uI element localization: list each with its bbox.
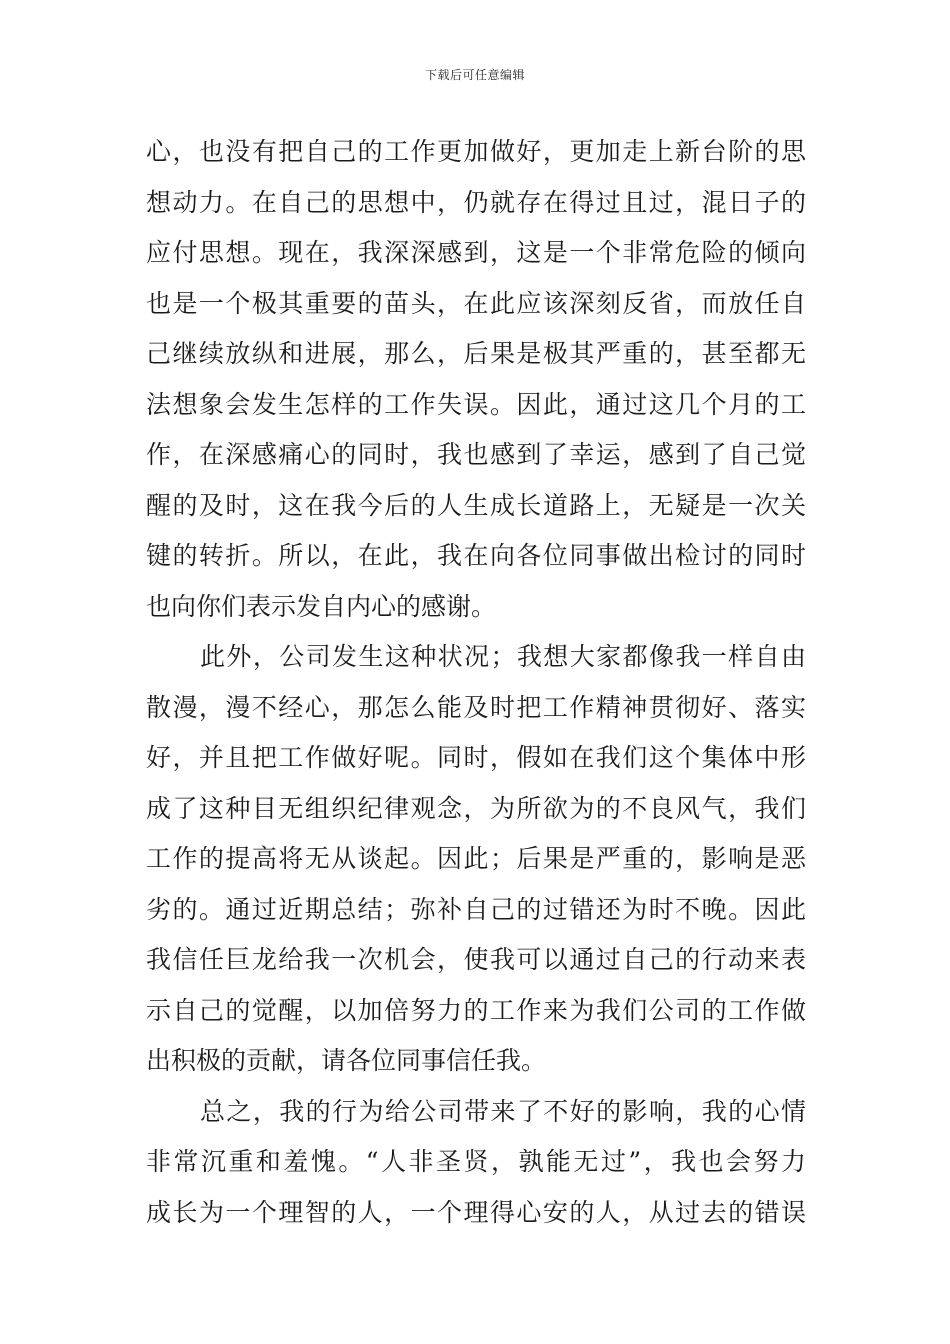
text-line: 成长为一个理智的人，一个理得心安的人，从过去的错误 [146,1197,806,1227]
text-line: 示自己的觉醒，以加倍努力的工作来为我们公司的工作做 [146,995,806,1025]
text-line: 法想象会发生怎样的工作失误。因此，通过这几个月的工 [146,389,806,419]
text-line: 出积极的贡献，请各位同事信任我。 [146,1046,547,1075]
text-line: 成了这种目无组织纪律观念，为所欲为的不良风气，我们 [146,793,806,823]
text-line: 键的转折。所以，在此，我在向各位同事做出检讨的同时 [146,541,806,570]
paragraph-3 [146,1087,806,1239]
text-line: 此外，公司发生这种状况；我想大家都像我一样自由 [200,642,806,671]
text-line: 醒的及时，这在我今后的人生成长道路上，无疑是一次关 [146,490,806,520]
text-line: 总之，我的行为给公司带来了不好的影响，我的心情 [200,1096,806,1126]
text-line: 心，也没有把自己的工作更加做好，更加走上新台阶的思 [146,137,806,166]
text-line: 应付思想。现在，我深深感到，这是一个非常危险的倾向 [146,238,806,267]
text-line: 己继续放纵和进展，那么，后果是极其严重的，甚至都无 [146,339,806,368]
text-line: 好，并且把工作做好呢。同时，假如在我们这个集体中形 [146,743,806,772]
text-line: 工作的提高将无从谈起。因此；后果是严重的，影响是恶 [146,844,806,873]
paragraph-2 [146,632,806,1087]
text-line: 我信任巨龙给我一次机会，使我可以通过自己的行动来表 [146,945,806,974]
text-line: 也是一个极其重要的苗头，在此应该深刻反省，而放任自 [146,288,806,318]
text-line: 非常沉重和羞愧。“人非圣贤，孰能无过”，我也会努力 [146,1147,806,1176]
page-header-note: 下载后可任意编辑 [424,68,525,82]
paragraph-1 [146,127,806,632]
document-body [146,127,806,1238]
text-line: 散漫，漫不经心，那怎么能及时把工作精神贯彻好、落实 [146,692,806,722]
text-line: 也向你们表示发自内心的感谢。 [146,591,497,621]
text-line: 作，在深感痛心的同时，我也感到了幸运，感到了自己觉 [146,440,806,469]
text-line: 想动力。在自己的思想中，仍就存在得过且过，混日子的 [146,187,806,217]
text-line: 劣的。通过近期总结；弥补自己的过错还为时不晚。因此 [146,894,806,924]
